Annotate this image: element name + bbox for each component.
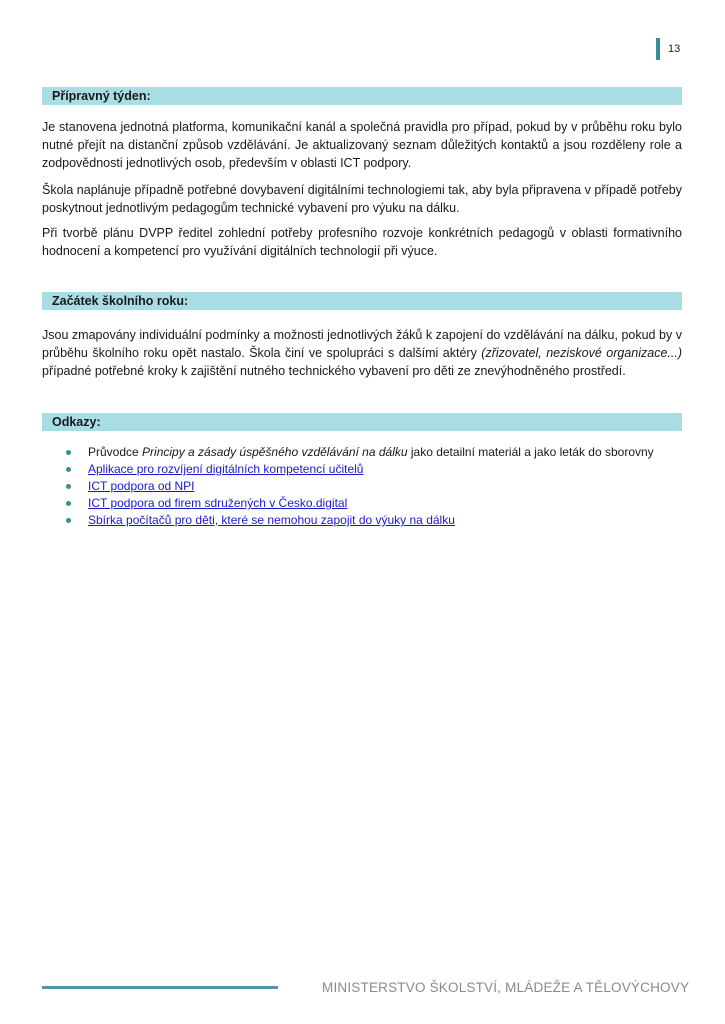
list-item <box>62 512 682 529</box>
paragraph-italic: (zřizovatel, neziskové organizace...) <box>481 346 682 360</box>
bullet-icon <box>66 484 71 489</box>
link-ict-support-cesko-digital[interactable]: ICT podpora od firem sdružených v Česko.digital <box>88 496 348 510</box>
bullet-icon <box>66 467 71 472</box>
list-item <box>62 461 682 478</box>
section-heading-links: Odkazy: <box>42 413 682 431</box>
page-number: 13 <box>668 43 681 55</box>
paragraph-text: Jsou zmapovány individuální podmínky a možnosti jednotlivých žáků k zapojení do vzdělávání na dálku, pokud by v průběhu školního roku opět nastalo. Škola činí ve spolupráci s dalšími aktéry <box>42 328 682 360</box>
links-list <box>62 444 682 529</box>
link-ict-support-npi[interactable]: ICT podpora od NPI <box>88 479 195 493</box>
paragraph: Škola naplánuje případně potřebné dovybavení digitálními technologiemi tak, aby byla připravena v případě potřeby poskytnout jednotlivým pedagogům technické vybavení pro výuku na dálku. <box>42 183 682 215</box>
paragraph: Je stanovena jednotná platforma, komunikační kanál a společná pravidla pro případ, pokud by v průběhu roku bylo nutné přejít na distanční způsob vzdělávání. Je aktualizovaný seznam důležitých kontaktů a jsou rozděleny role a zodpovědnosti jednotlivých osob, především v oblasti ICT podpory. <box>42 120 682 170</box>
paragraph-text: případné potřebné kroky k zajištění nutného technického vybavení pro děti ze znevýhodněného prostředí. <box>42 364 626 378</box>
bullet-icon <box>66 450 71 455</box>
page-number-bar <box>656 38 660 60</box>
footer-ministry-name: MINISTERSTVO ŠKOLSTVÍ, MLÁDEŽE A TĚLOVÝCHOVY <box>322 980 690 995</box>
section-heading-preparation-week: Přípravný týden: <box>42 87 682 105</box>
bullet-icon <box>66 518 71 523</box>
paragraph: Při tvorbě plánu DVPP ředitel zohlední potřeby profesního rozvoje konkrétních pedagogů v oblasti formativního hodnocení a kompetencí pro využívání digitálních technologií při výuce. <box>42 226 682 258</box>
list-item: Průvodce Principy a zásady úspěšného vzdělávání na dálku jako detailní materiál a jako leták do sborovny <box>62 444 682 461</box>
paragraph <box>42 326 682 380</box>
footer-line <box>42 986 278 989</box>
link-computer-collection[interactable]: Sbírka počítačů pro děti, které se nemohou zapojit do výuky na dálku <box>88 513 455 527</box>
list-item <box>62 495 682 512</box>
bullet-icon <box>66 501 71 506</box>
section-heading-school-year-start: Začátek školního roku: <box>42 292 682 310</box>
link-digital-competences-app[interactable]: Aplikace pro rozvíjení digitálních kompetencí učitelů <box>88 462 364 476</box>
list-item <box>62 478 682 495</box>
